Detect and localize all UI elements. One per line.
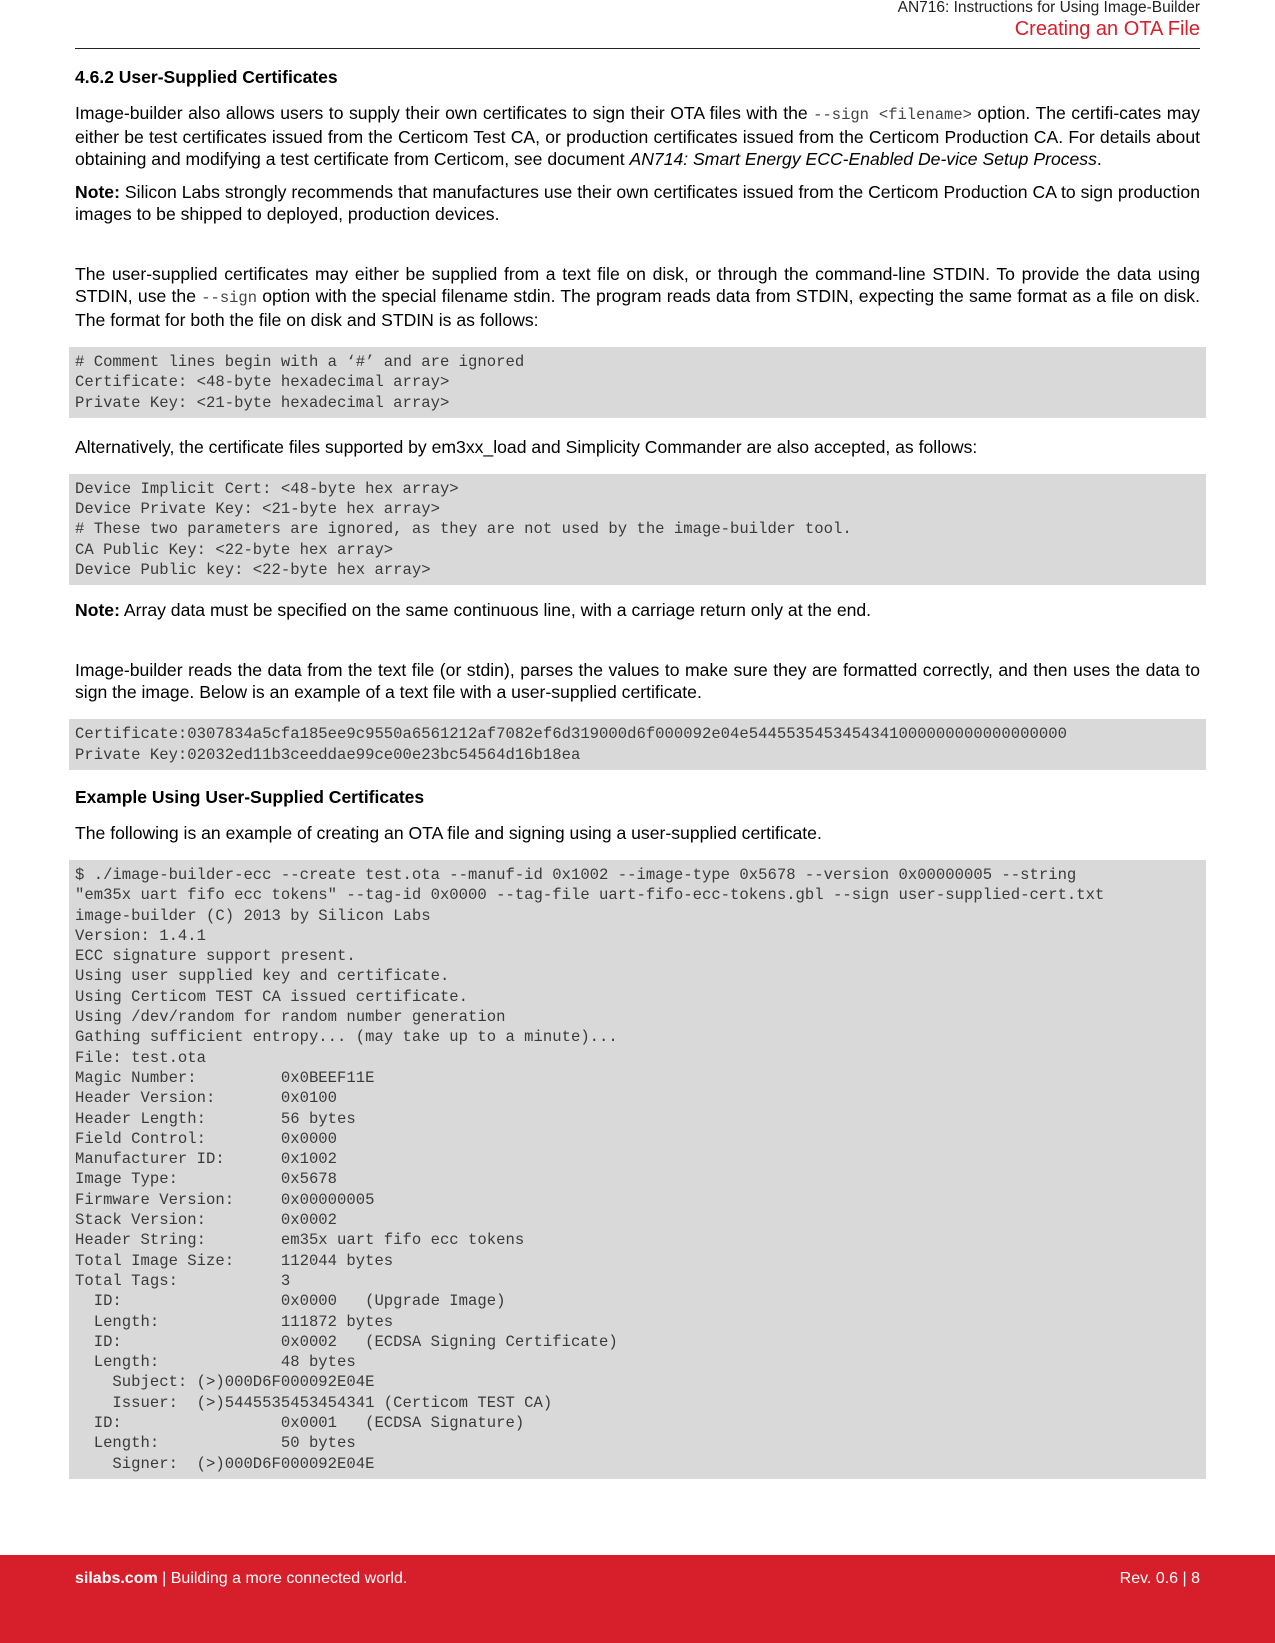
section-heading: 4.6.2 User-Supplied Certificates — [75, 67, 338, 87]
document-title: AN716: Instructions for Using Image-Builder — [897, 0, 1200, 16]
example-heading: Example Using User-Supplied Certificates — [75, 786, 425, 807]
alternative-paragraph: Alternatively, the certificate files supported by em3xx_load and Simplicity Commander are also accepted, as follows: — [75, 436, 978, 457]
note-recommendation: Note: Silicon Labs strongly recommends that manufactures use their own certificates issued from the Certicom Production CA to sign production images to be shipped to deployed, production devices. — [75, 182, 1200, 224]
revision-page-number: Rev. 0.6 | 8 — [1119, 1570, 1200, 1587]
note-label: Note: — [75, 182, 120, 202]
page-header — [898, 0, 1200, 42]
note-array-data: Note: Array data must be specified on the same continuous line, with a carriage return only at the end. — [75, 600, 872, 621]
footer-site: silabs.com | Building a more connected world. — [75, 1570, 408, 1587]
format-code-block: # Comment lines begin with a ‘#’ and are ignored Certificate: <48-byte hexadecimal array> Private Key: <21-byte hexadecimal array> — [69, 347, 1206, 418]
intro-paragraph: Image-builder also allows users to supply their own certificates to sign their OTA files with the --sign <filename> option. The certifi-cates may either be test certificates issued from the Certicom Test CA, or production certificates issued from the Certicom Production CA. For details about obtaining and modifying a test certificate from Certicom, see document AN714: Smart Energy ECC-Enabled De-vice Setup Process. — [75, 103, 1200, 169]
document-reference: AN714: Smart Energy ECC-Enabled De-vice Setup Process — [629, 149, 1097, 169]
stdin-paragraph: The user-supplied certificates may either be supplied from a text file on disk, or through the command-line STDIN. To provide the data using STDIN, use the --sign option with the special filename stdin. The program reads data from STDIN, expecting the same format as a file on disk. The format for both the file on disk and STDIN is as follows: — [75, 264, 1200, 330]
page-content — [75, 64, 1200, 1497]
reads-data-paragraph: Image-builder reads the data from the text file (or stdin), parses the values to make sure they are formatted correctly, and then uses the data to sign the image. Below is an example of a text file with a user-supplied certificate. — [75, 660, 1200, 703]
sign-flag-code: --sign — [201, 289, 258, 307]
site-link[interactable]: silabs.com — [75, 1570, 158, 1587]
alt-format-code-block: Device Implicit Cert: <48-byte hex array> Device Private Key: <21-byte hex array> # These two parameters are ignored, as they are not used by the image-builder tool. CA Public Key: <22-byte hex array> Device Public key: <22-byte hex array> — [69, 474, 1206, 585]
sign-option-code: --sign <filename> — [813, 106, 972, 124]
page-footer — [0, 1555, 1275, 1643]
note-label: Note: — [75, 600, 120, 621]
command-output-code-block: $ ./image-builder-ecc --create test.ota --manuf-id 0x1002 --image-type 0x5678 --version 0x00000005 --string "em35x uart fifo ecc tokens" --tag-id 0x0000 --tag-file uart-fifo-ecc-tokens.gbl --sign user-supplied-cert.txt image-builder (C) 2013 by Silicon Labs Version: 1.4.1 ECC signature support present. Using user supplied key and certificate. Using Certicom TEST CA issued certificate. Using /dev/random for random number generation Gathing sufficient entropy... (may take up to a minute)... File: test.ota Magic Number: 0x0BEEF11E Header Version: 0x0100 Header Length: 56 bytes Field Control: 0x0000 Manufacturer ID: 0x1002 Image Type: 0x5678 Firmware Version: 0x00000005 Stack Version: 0x0002 Header String: em35x uart fifo ecc tokens Total Image Size: 112044 bytes Total Tags: 3 ID: 0x0000 (Upgrade Image) Length: 111872 bytes ID: 0x0002 (ECDSA Signing Certificate) Length: 48 bytes Subject: (>)000D6F000092E04E Issuer: (>)5445535453454341 (Certicom TEST CA) ID: 0x0001 (ECDSA Signature) Length: 50 bytes Signer: (>)000D6F000092E04E — [69, 860, 1206, 1479]
example-paragraph: The following is an example of creating an OTA file and signing using a user-supplied certificate. — [75, 822, 822, 843]
header-divider — [75, 48, 1200, 49]
certificate-example-code-block: Certificate:0307834a5cfa185ee9c9550a6561212af7082ef6d319000d6f000092e04e5445535453454341000000000000000000 Private Key:02032ed11b3ceeddae99ce00e23bc54564d16b18ea — [69, 719, 1206, 770]
running-section-title: Creating an OTA File — [1014, 18, 1200, 40]
